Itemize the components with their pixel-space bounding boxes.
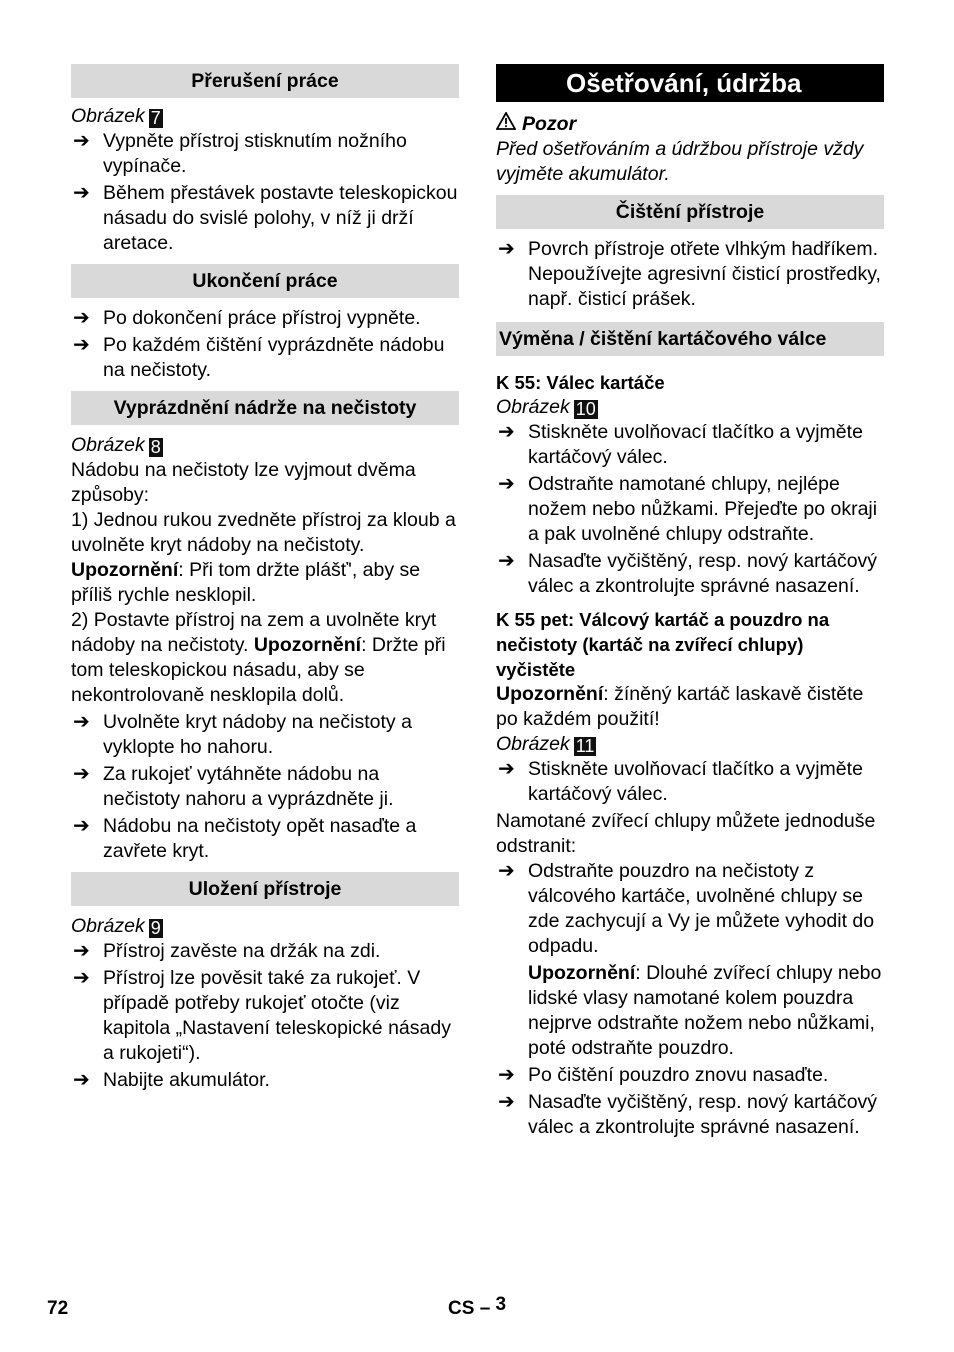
note-label: Upozornění [71, 559, 179, 581]
list-item: ➔ Odstraňte pouzdro na nečistoty z válcového kartáče, uvolněné chlupy se zde zachycují a Vy je můžete vyhodit do odpadu. Upozornění: Dlouhé zvířecí chlupy nebo lidské vlasy namotané kolem pouzdra nejprve odstraňte nožem nebo nůžkami, poté odstraňte pouzdro. [496, 859, 884, 1061]
bullet-list [496, 420, 884, 599]
bullet-list [71, 129, 459, 256]
list-item: ➔ Po čištění pouzdro znovu nasaďte. [498, 1064, 829, 1086]
paragraph: Nádobu na nečistoty lze vyjmout dvěma způsoby: [71, 459, 416, 506]
note-label: Upozornění [528, 962, 636, 984]
arrow-right-icon: ➔ [73, 130, 90, 152]
figure-number-badge: 10 [575, 399, 596, 419]
page-language-code: CS – 3 [448, 1294, 507, 1319]
list-item: ➔ Za rukojeť vytáhněte nádobu na nečistoty nahoru a vyprázdněte ji. [73, 763, 394, 810]
arrow-right-icon: ➔ [498, 758, 515, 780]
list-item: ➔ Vypněte přístroj stisknutím nožního vypínače. [73, 130, 407, 177]
arrow-right-icon: ➔ [73, 940, 90, 962]
list-item: ➔ Během přestávek postavte teleskopickou násadu do svislé polohy, v níž ji drží aretace. [73, 182, 458, 254]
list-item: ➔ Po dokončení práce přístroj vypněte. [73, 307, 421, 329]
subheading: K 55 pet: Válcový kartáč a pouzdro na nečistoty (kartáč na zvířecí chlupy) vyčistěte [496, 609, 830, 680]
list-item: ➔ Stiskněte uvolňovací tlačítko a vyjměte kartáčový válec. [498, 758, 863, 805]
bullet-list [496, 757, 884, 807]
paragraph: Namotané zvířecí chlupy můžete jednoduše odstranit: [496, 810, 876, 857]
section-heading-brush-roller: Výměna / čištění kartáčového válce [496, 322, 884, 356]
list-item: ➔ Povrch přístroje otřete vlhkým hadříkem. Nepoužívejte agresivní čisticí prostředky, např. čisticí prášek. [498, 238, 881, 310]
arrow-right-icon: ➔ [73, 334, 90, 356]
warning-triangle-icon [496, 112, 516, 137]
arrow-right-icon: ➔ [498, 1091, 515, 1113]
left-column [71, 64, 459, 1095]
bullet-list [496, 237, 884, 312]
caution-heading: Pozor [496, 112, 884, 137]
arrow-right-icon: ➔ [73, 182, 90, 204]
list-item: ➔ Nasaďte vyčištěný, resp. nový kartáčový válec a zkontrolujte správné nasazení. [498, 550, 878, 597]
figure-ref: Obrázek 9 [71, 915, 161, 938]
bullet-list [71, 710, 459, 864]
section-heading-finish-work: Ukončení práce [71, 264, 459, 298]
arrow-right-icon: ➔ [498, 238, 515, 260]
caution-text: Před ošetřováním a údržbou přístroje vždy vyjměte akumulátor. [496, 138, 864, 185]
figure-ref: Obrázek 10 [496, 396, 596, 419]
figure-number-badge: 7 [150, 108, 161, 128]
arrow-right-icon: ➔ [73, 1069, 90, 1091]
figure-number-badge: 11 [575, 736, 595, 756]
arrow-right-icon: ➔ [73, 967, 90, 989]
arrow-right-icon: ➔ [73, 815, 90, 837]
list-item: ➔ Odstraňte namotané chlupy, nejlépe nožem nebo nůžkami. Přejeďte po okraji a pak uvolněné chlupy odstraňte. [498, 473, 878, 545]
section-heading-storage: Uložení přístroje [71, 872, 459, 906]
paragraph: 1) Jednou rukou zvedněte přístroj za kloub a uvolněte kryt nádoby na nečistoty. [71, 509, 456, 556]
figure-ref: Obrázek 7 [71, 105, 161, 128]
note-paragraph: 2) Postavte přístroj na zem a uvolněte kryt nádoby na nečistoty. Upozornění: Držte při tom teleskopickou násadu, aby se nekontrolovaně nesklopila dolů. [71, 609, 446, 706]
figure-number-badge: 8 [150, 437, 161, 457]
note-label: Upozornění [253, 634, 362, 656]
arrow-right-icon: ➔ [73, 307, 90, 329]
list-item: ➔ Přístroj zavěste na držák na zdi. [73, 940, 381, 962]
bullet-list [71, 939, 459, 1093]
section-heading-interruption: Přerušení práce [71, 64, 459, 98]
arrow-right-icon: ➔ [498, 1064, 515, 1086]
arrow-right-icon: ➔ [498, 421, 515, 443]
figure-number-badge: 9 [150, 918, 161, 938]
section-heading-cleaning: Čištění přístroje [496, 195, 884, 229]
note-paragraph: Upozornění: žíněný kartáč laskavě čistěte po každém použití! [496, 683, 864, 730]
list-item: ➔ Stiskněte uvolňovací tlačítko a vyjměte kartáčový válec. [498, 421, 863, 468]
note-paragraph: Upozornění: Při tom držte plášť', aby se příliš rychle nesklopil. [71, 559, 421, 606]
arrow-right-icon: ➔ [73, 711, 90, 733]
arrow-right-icon: ➔ [498, 473, 515, 495]
chapter-heading: Ošetřování, údržba [496, 64, 884, 102]
bullet-list [496, 859, 884, 1140]
arrow-right-icon: ➔ [498, 550, 515, 572]
list-item: ➔ Přístroj lze pověsit také za rukojeť. V případě potřeby rukojeť otočte (viz kapitola „Nastavení teleskopické násady a rukojeti“). [73, 967, 451, 1064]
list-item: ➔ Nádobu na nečistoty opět nasaďte a zavřete kryt. [73, 815, 417, 862]
right-column [496, 64, 884, 1142]
subheading: K 55: Válec kartáče [496, 372, 665, 393]
list-item: ➔ Po každém čištění vyprázdněte nádobu na nečistoty. [73, 334, 445, 381]
bullet-list [71, 306, 459, 383]
page-number: 72 [47, 1298, 69, 1319]
note-paragraph: Upozornění: Dlouhé zvířecí chlupy nebo lidské vlasy namotané kolem pouzdra nejprve odstraňte nožem nebo nůžkami, poté odstraňte pouzdro. [528, 962, 882, 1059]
list-item: ➔ Nabijte akumulátor. [73, 1069, 270, 1091]
figure-ref: Obrázek 8 [71, 434, 161, 457]
section-heading-empty-container: Vyprázdnění nádrže na nečistoty [71, 391, 459, 425]
figure-ref: Obrázek 11 [496, 733, 595, 756]
list-item: ➔ Uvolněte kryt nádoby na nečistoty a vyklopte ho nahoru. [73, 711, 412, 758]
arrow-right-icon: ➔ [73, 763, 90, 785]
arrow-right-icon: ➔ [498, 860, 515, 882]
note-label: Upozornění [496, 683, 604, 705]
list-item: ➔ Nasaďte vyčištěný, resp. nový kartáčový válec a zkontrolujte správné nasazení. [498, 1091, 878, 1138]
